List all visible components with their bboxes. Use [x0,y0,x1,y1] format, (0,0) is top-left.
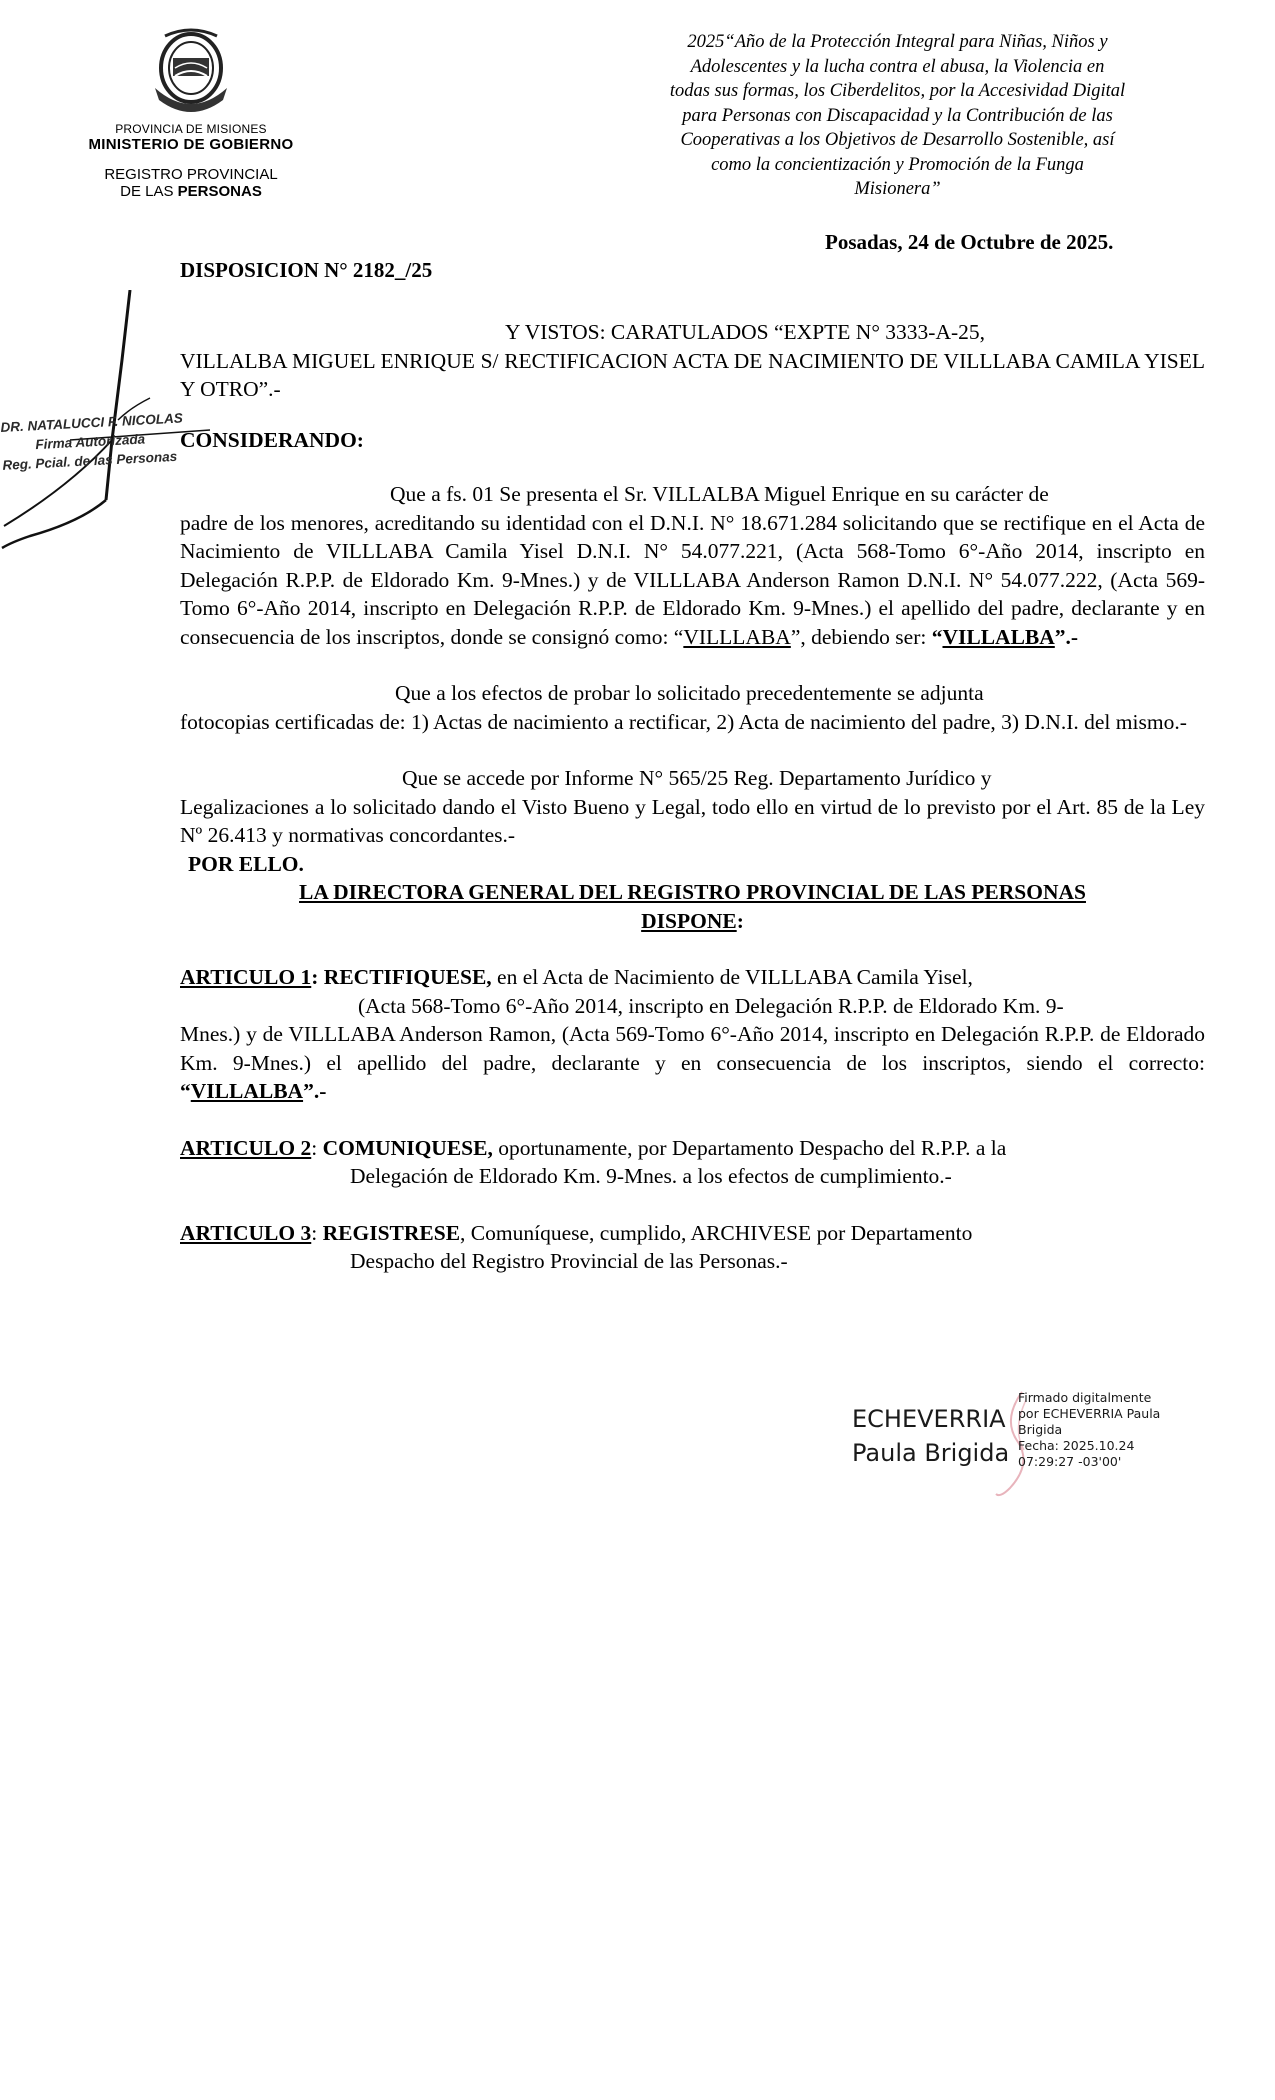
ministry-name: MINISTERIO DE GOBIERNO [88,136,294,153]
place-date: Posadas, 24 de Octubre de 2025. [825,230,1114,254]
signer-name: ECHEVERRIA Paula Brigida [852,1405,1010,1467]
article-2-label: ARTICULO 2 [180,1135,312,1160]
considerando-paragraph-1: Que a fs. 01 Se presenta el Sr. VILLALBA Miguel Enrique en su carácter de padre de los menores, acreditando su identidad con el D.N.I. N° 18.671.284 solicitando que se rectifique en el Acta de Nacimiento de VILLLABA Camila Yisel D.N.I. N° 54.077.221, (Acta 568-Tomo 6°-Año 2014, inscripto en Delegación R.P.P. de Eldorado Km. 9-Mnes.) y de VILLLABA Anderson Ramon D.N.I. N° 54.077.222, (Acta 569-Tomo 6°-Año 2014, inscripto en Delegación R.P.P. de Eldorado Km. 9-Mnes.) el apellido del padre, declarante y en consecuencia de los inscriptos, donde se consignó como: “VILLLABA”, debiendo ser: “VILLALBA”.- [180,482,1205,649]
article-1: ARTICULO 1: RECTIFIQUESE, en el Acta de Nacimiento de VILLLABA Camila Yisel, (Acta 568-Tomo 6°-Año 2014, inscripto en Delegación R.P.P. de Eldorado Km. 9- Mnes.) y de VILLLABA Anderson Ramon, (Acta 569-Tomo 6°-Año 2014, inscripto en Delegación R.P.P. de Eldorado Km. 9-Mnes.) el apellido del padre, declarante y en consecuencia de los inscriptos, siendo el correcto: “VILLALBA”.- [180,965,1205,1103]
province-name: PROVINCIA DE MISIONES [115,122,267,136]
disposition-body [180,318,1205,1276]
year-motto: 2025“Año de la Protección Integral para Niñas, Niños y Adolescentes y la lucha contra el abusa, la Violencia en todas sus formas, los Ciberdelitos, por la Accesividad Digital para Personas con Discapacidad y la Contribución de las Cooperativas a los Objetivos de Desarrollo Sostenible, así como la concientización y Promoción de la Funga Misionera” [669,32,1126,199]
considerando-heading: CONSIDERANDO: [180,427,364,452]
authorized-stamp: DR. NATALUCCI F. NICOLAS Firma Autorizada Reg. Pcial. de las Personas [0,410,184,473]
ministry-logo-block [60,28,322,200]
digital-signature [852,1390,1182,1500]
article-3: ARTICULO 3: REGISTRESE, Comuníquese, cumplido, ARCHIVESE por Departamento Despacho del Registro Provincial de las Personas.- [180,1220,973,1273]
disposition-number: DISPOSICION N° 2182_/25 [180,258,433,282]
dispone-heading: DISPONE: [641,908,744,933]
considerando-paragraph-2: Que a los efectos de probar lo solicitado precedentemente se adjunta fotocopias certificadas de: 1) Actas de nacimiento a rectificar, 2) Acta de nacimiento del padre, 3) D.N.I. del mismo.- [180,681,1187,734]
provincial-seal-icon [145,28,237,116]
article-1-label: ARTICULO 1 [180,965,312,989]
vistos-paragraph: Y VISTOS: CARATULADOS “EXPTE N° 3333-A-25, VILLALBA MIGUEL ENRIQUE S/ RECTIFICACION ACTA DE NACIMIENTO DE VILLLABA CAMILA YISEL Y OTRO”.- [180,320,1205,401]
article-2: ARTICULO 2: COMUNIQUESE, oportunamente, por Departamento Despacho del R.P.P. a la Delegación de Eldorado Km. 9-Mnes. a los efectos de cumplimiento.- [180,1135,1007,1188]
directive-title: LA DIRECTORA GENERAL DEL REGISTRO PROVINCIAL DE LAS PERSONAS [299,880,1086,904]
registry-name-line2: DE LAS PERSONAS [120,183,262,200]
por-ello: POR ELLO. [188,851,304,876]
considerando-paragraph-3: Que se accede por Informe N° 565/25 Reg. Departamento Jurídico y Legalizaciones a lo solicitado dando el Visto Bueno y Legal, todo ello en virtud de lo previsto por el Art. 85 de la Ley Nº 26.413 y normativas concordantes.- [180,766,1205,847]
article-3-label: ARTICULO 3 [180,1220,312,1245]
signature-metadata: Firmado digitalmente por ECHEVERRIA Paula Brigida Fecha: 2025.10.24 07:29:27 -03'00' [1018,1390,1161,1469]
registry-name-line1: REGISTRO PROVINCIAL [104,166,278,183]
